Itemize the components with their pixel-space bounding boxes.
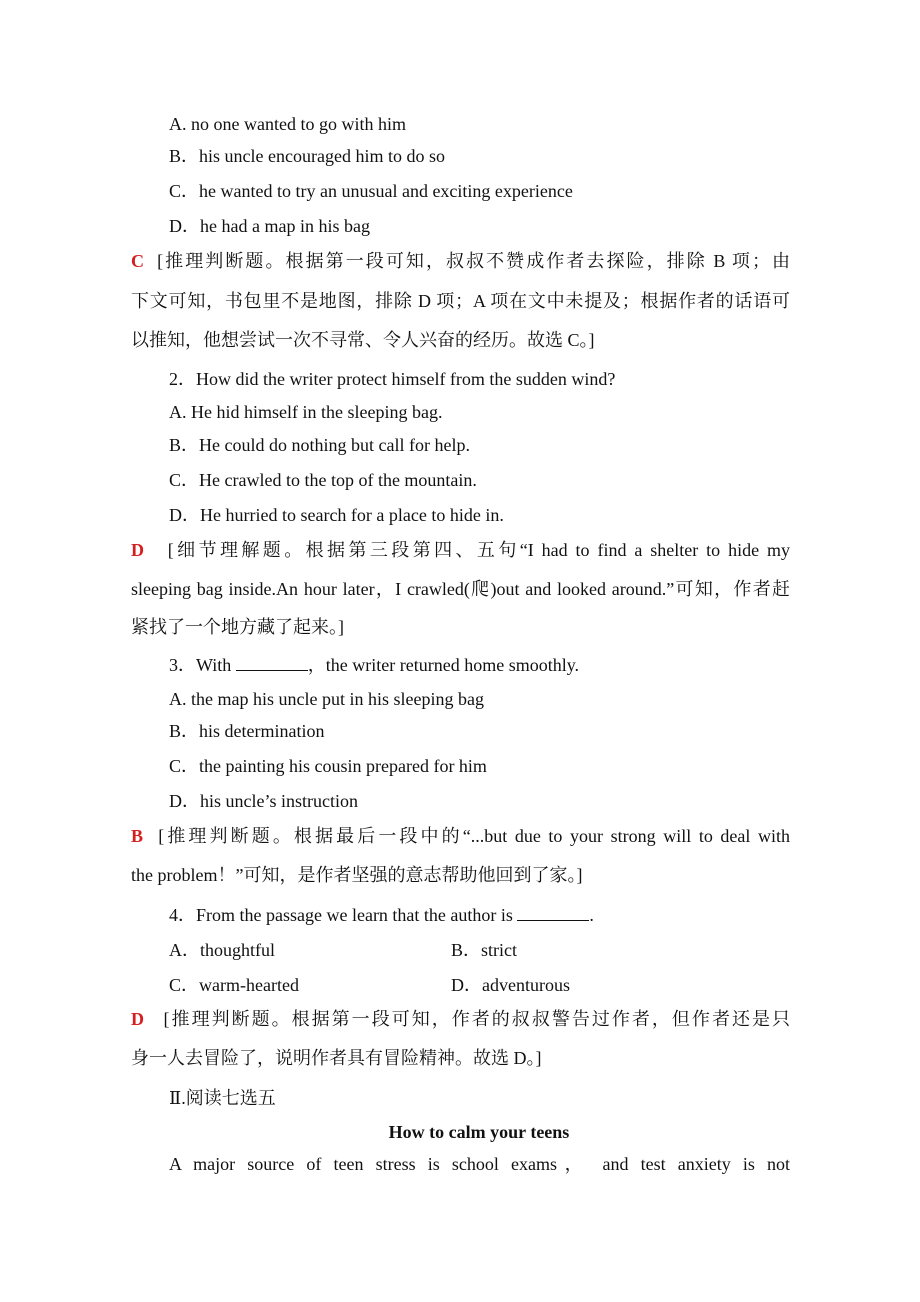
q3-stem: 3．With ，the writer returned home smoothly.	[169, 655, 580, 675]
q4-option-c: C．warm-hearted	[169, 975, 299, 995]
section-heading: Ⅱ.阅读七选五	[169, 1088, 276, 1108]
q2-stem: 2．How did the writer protect himself from the sudden wind?	[169, 369, 616, 389]
q2-explanation-line3: 紧找了一个地方藏了起来。]	[131, 617, 344, 637]
q3-answer: B	[131, 826, 144, 846]
q1-option-c: C．he wanted to try an unusual and exciting experience	[169, 181, 573, 201]
passage-first-line: A major source of teen stress is school exams， and test anxiety is not	[169, 1154, 790, 1174]
q2-option-a: A. He hid himself in the sleeping bag.	[169, 402, 443, 422]
q1-option-d: D．he had a map in his bag	[169, 216, 370, 236]
q4-option-a: A．thoughtful	[169, 940, 275, 960]
q1-option-a: A. no one wanted to go with him	[169, 114, 406, 134]
q1-explanation-line2: 下文可知，书包里不是地图，排除 D 项；A 项在文中未提及；根据作者的话语可	[131, 291, 790, 311]
q1-explanation-line3: 以推知，他想尝试一次不寻常、令人兴奋的经历。故选 C。]	[131, 330, 595, 350]
q3-option-d: D．his uncle’s instruction	[169, 791, 358, 811]
q3-option-a: A. the map his uncle put in his sleeping bag	[169, 689, 484, 709]
q3-option-b: B．his determination	[169, 721, 325, 741]
q4-explanation-line2: 身一人去冒险了，说明作者具有冒险精神。故选 D。]	[131, 1048, 542, 1068]
q4-explanation-line1: D [推理判断题。根据第一段可知，作者的叔叔警告过作者，但作者还是只	[131, 1009, 790, 1029]
q1-answer: C	[131, 251, 144, 271]
q2-option-d: D．He hurried to search for a place to hide in.	[169, 505, 504, 525]
q3-explanation-line2: the problem！”可知，是作者坚强的意志帮助他回到了家。]	[131, 865, 583, 885]
q3-blank	[236, 654, 308, 671]
q4-option-d: D．adventurous	[451, 975, 570, 995]
q3-explanation-line1: B [推理判断题。根据最后一段中的“...but due to your strong will to deal with	[131, 826, 790, 846]
q4-option-b: B．strict	[451, 940, 517, 960]
q4-stem: 4．From the passage we learn that the author is .	[169, 905, 594, 925]
q4-blank	[517, 904, 589, 921]
q2-explanation-line1: D [细节理解题。根据第三段第四、五句“I had to find a shelter to hide my	[131, 540, 790, 560]
q2-answer: D	[131, 540, 144, 560]
q3-option-c: C．the painting his cousin prepared for him	[169, 756, 487, 776]
q1-option-b: B．his uncle encouraged him to do so	[169, 146, 445, 166]
q2-option-b: B．He could do nothing but call for help.	[169, 435, 470, 455]
passage-title: How to calm your teens	[388, 1122, 570, 1142]
q2-option-c: C．He crawled to the top of the mountain.	[169, 470, 477, 490]
q2-explanation-line2: sleeping bag inside.An hour later，I crawled(爬)out and looked around.”可知，作者赶	[131, 579, 790, 599]
q1-explanation-line1: C [推理判断题。根据第一段可知，叔叔不赞成作者去探险，排除 B 项；由	[131, 251, 791, 271]
q4-answer: D	[131, 1009, 144, 1029]
